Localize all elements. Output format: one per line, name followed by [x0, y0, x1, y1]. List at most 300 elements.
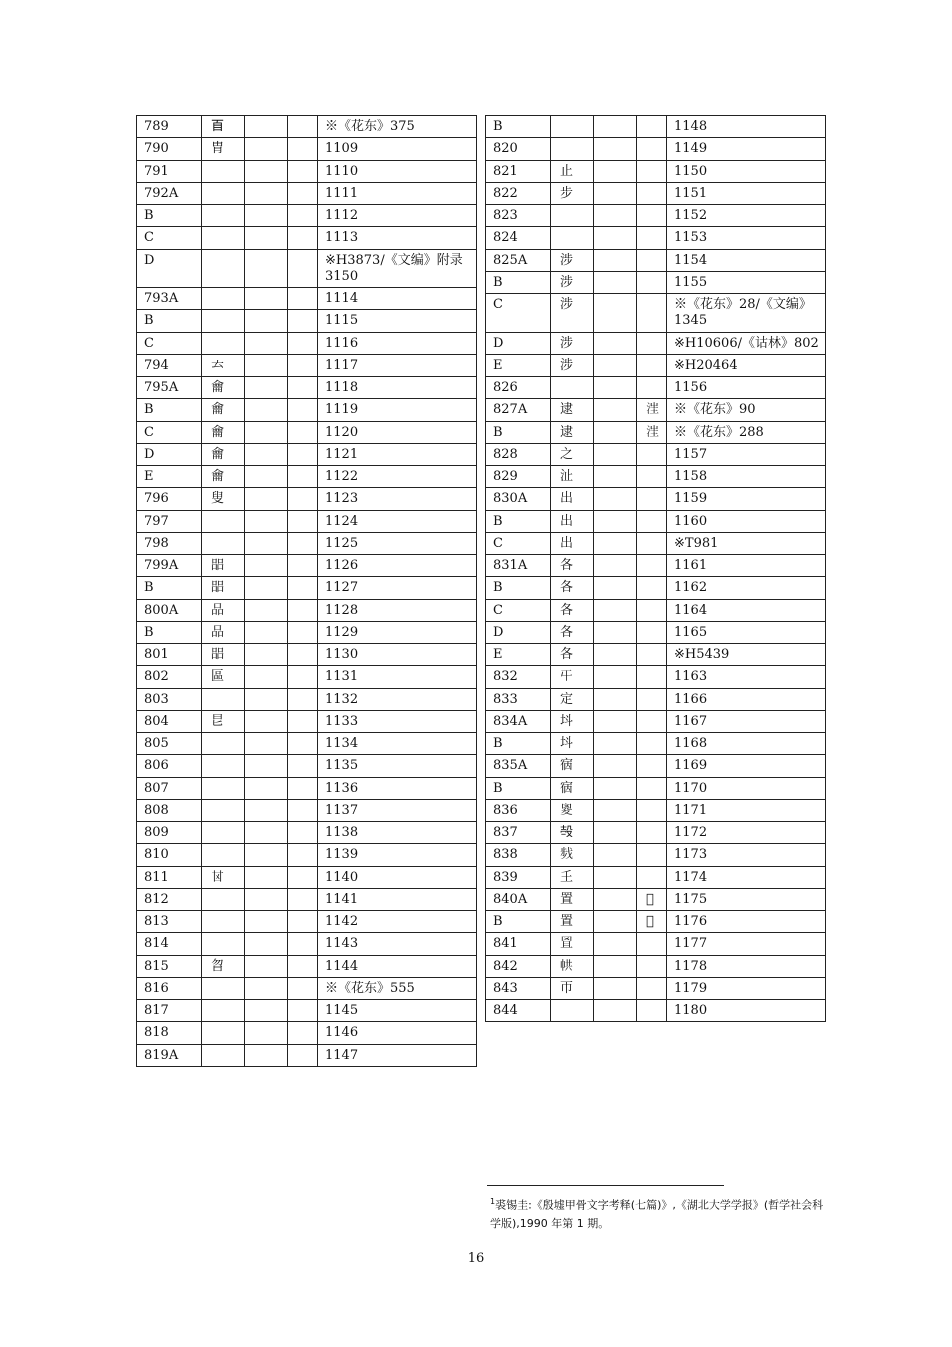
table-row — [486, 116, 826, 138]
variant-character-cell — [637, 599, 667, 621]
reference-number-cell: 1147 — [318, 1044, 477, 1066]
table-row — [486, 399, 826, 421]
transcribed-character-cell — [202, 532, 245, 554]
entry-number-cell: 838 — [486, 844, 551, 866]
table-row — [137, 116, 477, 138]
transcribed-character-cell — [202, 249, 245, 288]
table-row — [486, 182, 826, 204]
transcribed-character-cell — [202, 822, 245, 844]
variant-character-cell — [288, 799, 318, 821]
oracle-glyph-cell — [245, 421, 288, 443]
entry-number-cell: 827A — [486, 399, 551, 421]
variant-character-cell — [288, 421, 318, 443]
reference-number-cell: 1153 — [667, 227, 826, 249]
transcribed-character-cell: 各 — [551, 644, 594, 666]
table-row — [137, 399, 477, 421]
reference-number-cell: 1141 — [318, 888, 477, 910]
oracle-glyph-cell — [594, 799, 637, 821]
variant-character-cell — [637, 955, 667, 977]
oracle-glyph-cell — [594, 116, 637, 138]
table-row — [486, 888, 826, 910]
reference-number-cell: 1124 — [318, 510, 477, 532]
reference-number-cell: 1157 — [667, 443, 826, 465]
reference-number-cell: 1111 — [318, 182, 477, 204]
transcribed-character-cell: 涉 — [551, 332, 594, 354]
transcribed-character-cell: 𡈼 — [551, 866, 594, 888]
reference-number-cell: 1169 — [667, 755, 826, 777]
reference-number-cell: 1159 — [667, 488, 826, 510]
oracle-glyph-cell — [594, 555, 637, 577]
transcribed-character-cell: 㗊 — [202, 644, 245, 666]
table-row — [486, 599, 826, 621]
transcribed-character-cell: 㫚 — [202, 955, 245, 977]
entry-number-cell: C — [486, 532, 551, 554]
entry-number-cell: 837 — [486, 822, 551, 844]
oracle-glyph-cell — [594, 138, 637, 160]
transcribed-character-cell: 品 — [202, 599, 245, 621]
variant-character-cell — [288, 599, 318, 621]
transcribed-character-cell: 置 — [551, 911, 594, 933]
transcribed-character-cell — [202, 310, 245, 332]
oracle-glyph-cell — [594, 399, 637, 421]
variant-character-cell — [288, 888, 318, 910]
table-row — [137, 599, 477, 621]
variant-character-cell — [637, 621, 667, 643]
transcribed-character-cell: 帀 — [551, 977, 594, 999]
transcribed-character-cell: 之 — [551, 443, 594, 465]
reference-number-cell: 1140 — [318, 866, 477, 888]
transcribed-character-cell: 龠 — [202, 466, 245, 488]
entry-number-cell: 828 — [486, 443, 551, 465]
reference-number-cell: ※T981 — [667, 532, 826, 554]
transcribed-character-cell: 各 — [551, 577, 594, 599]
entry-number-cell: 834A — [486, 710, 551, 732]
entry-number-cell: B — [486, 733, 551, 755]
reference-number-cell: 1177 — [667, 933, 826, 955]
transcribed-character-cell: 𢂔 — [551, 955, 594, 977]
entry-number-cell: B — [486, 116, 551, 138]
entry-number-cell: B — [137, 310, 202, 332]
oracle-glyph-cell — [594, 227, 637, 249]
variant-character-cell — [637, 666, 667, 688]
reference-number-cell: 1131 — [318, 666, 477, 688]
transcribed-character-cell — [202, 933, 245, 955]
variant-character-cell — [288, 933, 318, 955]
table-row — [137, 182, 477, 204]
variant-character-cell — [288, 844, 318, 866]
oracle-glyph-cell — [594, 443, 637, 465]
table-row — [137, 510, 477, 532]
variant-character-cell — [288, 249, 318, 288]
oracle-glyph-cell — [245, 777, 288, 799]
table-row — [137, 532, 477, 554]
reference-number-cell: ※《花东》28/《文编》1345 — [667, 294, 826, 333]
entry-number-cell: 795A — [137, 377, 202, 399]
reference-number-cell: 1139 — [318, 844, 477, 866]
table-row — [486, 977, 826, 999]
entry-number-cell: D — [486, 332, 551, 354]
entry-number-cell: D — [137, 249, 202, 288]
entry-number-cell: 812 — [137, 888, 202, 910]
transcribed-character-cell — [202, 160, 245, 182]
transcribed-character-cell — [202, 227, 245, 249]
reference-number-cell: 1168 — [667, 733, 826, 755]
transcribed-character-cell: 㗊 — [202, 555, 245, 577]
reference-number-cell: 1162 — [667, 577, 826, 599]
entry-number-cell: D — [486, 621, 551, 643]
reference-number-cell: 1119 — [318, 399, 477, 421]
reference-number-cell: 1173 — [667, 844, 826, 866]
reference-number-cell: 1129 — [318, 621, 477, 643]
table-row — [137, 933, 477, 955]
reference-number-cell: ※H5439 — [667, 644, 826, 666]
entry-number-cell: 832 — [486, 666, 551, 688]
oracle-glyph-cell — [594, 466, 637, 488]
oracle-glyph-cell — [245, 866, 288, 888]
transcribed-character-cell — [202, 799, 245, 821]
oracle-glyph-cell — [245, 1000, 288, 1022]
oracle-glyph-cell — [594, 621, 637, 643]
oracle-glyph-cell — [594, 160, 637, 182]
oracle-glyph-cell — [245, 755, 288, 777]
variant-character-cell — [637, 577, 667, 599]
variant-character-cell — [637, 354, 667, 376]
entry-number-cell: B — [137, 205, 202, 227]
table-row — [137, 621, 477, 643]
entry-number-cell: 816 — [137, 977, 202, 999]
entry-number-cell: 822 — [486, 182, 551, 204]
oracle-glyph-cell — [245, 688, 288, 710]
reference-number-cell: ※H10606/《诂林》802 — [667, 332, 826, 354]
reference-number-cell: 1116 — [318, 332, 477, 354]
table-row — [486, 271, 826, 293]
oracle-glyph-cell — [594, 911, 637, 933]
oracle-glyph-cell — [245, 532, 288, 554]
reference-number-cell: 1166 — [667, 688, 826, 710]
variant-character-cell — [288, 510, 318, 532]
variant-character-cell — [288, 205, 318, 227]
transcribed-character-cell — [202, 1022, 245, 1044]
transcribed-character-cell: 各 — [551, 621, 594, 643]
reference-number-cell: 1155 — [667, 271, 826, 293]
oracle-glyph-cell — [594, 294, 637, 333]
entry-number-cell: 799A — [137, 555, 202, 577]
reference-number-cell: 1175 — [667, 888, 826, 910]
variant-character-cell — [288, 733, 318, 755]
reference-number-cell: 1123 — [318, 488, 477, 510]
variant-character-cell — [637, 977, 667, 999]
variant-character-cell — [637, 777, 667, 799]
entry-number-cell: 821 — [486, 160, 551, 182]
reference-number-cell: 1158 — [667, 466, 826, 488]
oracle-glyph-cell — [594, 888, 637, 910]
reference-number-cell: 1150 — [667, 160, 826, 182]
entry-number-cell: 824 — [486, 227, 551, 249]
variant-character-cell — [288, 666, 318, 688]
oracle-glyph-cell — [594, 577, 637, 599]
variant-character-cell — [637, 116, 667, 138]
table-row — [137, 1022, 477, 1044]
table-row — [137, 644, 477, 666]
entry-number-cell: 842 — [486, 955, 551, 977]
transcribed-character-cell — [551, 227, 594, 249]
oracle-glyph-cell — [245, 488, 288, 510]
reference-number-cell: ※《花东》375 — [318, 116, 477, 138]
variant-character-cell — [288, 377, 318, 399]
reference-number-cell: 1113 — [318, 227, 477, 249]
table-row — [486, 955, 826, 977]
transcribed-character-cell: 沚 — [551, 466, 594, 488]
oracle-glyph-cell — [594, 510, 637, 532]
table-row — [486, 577, 826, 599]
variant-character-cell — [288, 466, 318, 488]
variant-character-cell — [288, 866, 318, 888]
transcribed-character-cell: 㝛 — [551, 777, 594, 799]
variant-character-cell — [288, 755, 318, 777]
variant-character-cell — [637, 644, 667, 666]
reference-number-cell: 1125 — [318, 532, 477, 554]
entry-number-cell: E — [137, 466, 202, 488]
transcribed-character-cell — [202, 755, 245, 777]
variant-character-cell — [637, 933, 667, 955]
reference-number-cell: 1118 — [318, 377, 477, 399]
entry-number-cell: 835A — [486, 755, 551, 777]
transcribed-character-cell — [202, 977, 245, 999]
variant-character-cell — [288, 332, 318, 354]
transcribed-character-cell — [551, 1000, 594, 1022]
reference-number-cell: 1156 — [667, 377, 826, 399]
entry-number-cell: B — [486, 271, 551, 293]
entry-number-cell: 840A — [486, 888, 551, 910]
variant-character-cell — [288, 1044, 318, 1066]
transcribed-character-cell — [202, 288, 245, 310]
reference-number-cell: ※H20464 — [667, 354, 826, 376]
oracle-glyph-cell — [594, 977, 637, 999]
variant-character-cell — [637, 377, 667, 399]
table-row — [486, 911, 826, 933]
oracle-glyph-cell — [245, 249, 288, 288]
left-character-table — [136, 115, 477, 1067]
entry-number-cell: 813 — [137, 911, 202, 933]
reference-number-cell: 1117 — [318, 354, 477, 376]
table-row — [486, 160, 826, 182]
variant-character-cell — [288, 822, 318, 844]
table-row — [486, 205, 826, 227]
variant-character-cell — [637, 205, 667, 227]
table-row — [137, 466, 477, 488]
entry-number-cell: 823 — [486, 205, 551, 227]
table-row — [137, 443, 477, 465]
variant-character-cell — [288, 577, 318, 599]
reference-number-cell: 1160 — [667, 510, 826, 532]
entry-number-cell: 794 — [137, 354, 202, 376]
table-row — [486, 621, 826, 643]
reference-number-cell: 1134 — [318, 733, 477, 755]
variant-character-cell — [637, 227, 667, 249]
reference-number-cell: 1154 — [667, 249, 826, 271]
variant-character-cell — [288, 1000, 318, 1022]
table-row — [137, 421, 477, 443]
variant-character-cell — [288, 710, 318, 732]
reference-number-cell: 1109 — [318, 138, 477, 160]
reference-number-cell: 1144 — [318, 955, 477, 977]
transcribed-character-cell: 龠 — [202, 377, 245, 399]
entry-number-cell: 839 — [486, 866, 551, 888]
oracle-glyph-cell — [245, 288, 288, 310]
transcribed-character-cell — [202, 1044, 245, 1066]
transcribed-character-cell: 區 — [202, 666, 245, 688]
oracle-glyph-cell — [245, 116, 288, 138]
transcribed-character-cell — [202, 1000, 245, 1022]
variant-character-cell — [637, 733, 667, 755]
oracle-glyph-cell — [245, 310, 288, 332]
table-row — [137, 160, 477, 182]
entry-number-cell: 793A — [137, 288, 202, 310]
table-row — [137, 377, 477, 399]
right-character-table — [485, 115, 826, 1022]
transcribed-character-cell — [202, 688, 245, 710]
table-row — [137, 755, 477, 777]
transcribed-character-cell: 㘰 — [551, 733, 594, 755]
oracle-glyph-cell — [594, 666, 637, 688]
oracle-glyph-cell — [594, 688, 637, 710]
entry-number-cell: C — [137, 421, 202, 443]
table-row — [486, 354, 826, 376]
table-row — [486, 138, 826, 160]
variant-character-cell — [637, 822, 667, 844]
entry-number-cell: 802 — [137, 666, 202, 688]
entry-number-cell: 801 — [137, 644, 202, 666]
table-row — [137, 288, 477, 310]
reference-number-cell: 1174 — [667, 866, 826, 888]
footnote-divider — [487, 1185, 724, 1186]
variant-character-cell: 𣳫 — [637, 399, 667, 421]
reference-number-cell: 1170 — [667, 777, 826, 799]
transcribed-character-cell: 𣪊 — [551, 822, 594, 844]
reference-number-cell: 1121 — [318, 443, 477, 465]
entry-number-cell: 808 — [137, 799, 202, 821]
transcribed-character-cell — [551, 377, 594, 399]
table-row — [486, 532, 826, 554]
variant-character-cell — [288, 644, 318, 666]
transcribed-character-cell — [202, 888, 245, 910]
transcribed-character-cell — [202, 182, 245, 204]
entry-number-cell: B — [486, 421, 551, 443]
table-row — [137, 227, 477, 249]
reference-number-cell: 1148 — [667, 116, 826, 138]
transcribed-character-cell: 龠 — [202, 443, 245, 465]
oracle-glyph-cell — [594, 205, 637, 227]
variant-character-cell — [637, 866, 667, 888]
transcribed-character-cell: 涉 — [551, 271, 594, 293]
variant-character-cell — [288, 1022, 318, 1044]
variant-character-cell — [288, 777, 318, 799]
entry-number-cell: B — [486, 911, 551, 933]
entry-number-cell: 836 — [486, 799, 551, 821]
variant-character-cell — [288, 116, 318, 138]
entry-number-cell: B — [486, 777, 551, 799]
oracle-glyph-cell — [594, 822, 637, 844]
variant-character-cell: 𦋔 — [637, 911, 667, 933]
table-row — [486, 755, 826, 777]
table-row — [486, 666, 826, 688]
oracle-glyph-cell — [245, 733, 288, 755]
entry-number-cell: C — [137, 332, 202, 354]
table-row — [137, 777, 477, 799]
reference-number-cell: 1136 — [318, 777, 477, 799]
oracle-glyph-cell — [594, 866, 637, 888]
oracle-glyph-cell — [594, 844, 637, 866]
table-row — [486, 443, 826, 465]
transcribed-character-cell — [202, 911, 245, 933]
table-row — [486, 866, 826, 888]
variant-character-cell — [637, 138, 667, 160]
table-row — [486, 421, 826, 443]
oracle-glyph-cell — [594, 354, 637, 376]
oracle-glyph-cell — [245, 710, 288, 732]
oracle-glyph-cell — [594, 733, 637, 755]
entry-number-cell: 831A — [486, 555, 551, 577]
transcribed-character-cell — [551, 116, 594, 138]
reference-number-cell: ※《花东》90 — [667, 399, 826, 421]
oracle-glyph-cell — [245, 977, 288, 999]
table-row — [137, 205, 477, 227]
variant-character-cell — [288, 227, 318, 249]
oracle-glyph-cell — [245, 377, 288, 399]
reference-number-cell: 1151 — [667, 182, 826, 204]
variant-character-cell — [637, 160, 667, 182]
oracle-glyph-cell — [245, 160, 288, 182]
transcribed-character-cell: 㝛 — [551, 755, 594, 777]
reference-number-cell: 1143 — [318, 933, 477, 955]
oracle-glyph-cell — [245, 822, 288, 844]
oracle-glyph-cell — [594, 271, 637, 293]
reference-number-cell: 1137 — [318, 799, 477, 821]
entry-number-cell: 807 — [137, 777, 202, 799]
variant-character-cell — [288, 182, 318, 204]
reference-number-cell: 1120 — [318, 421, 477, 443]
table-row — [137, 666, 477, 688]
oracle-glyph-cell — [594, 532, 637, 554]
oracle-glyph-cell — [594, 755, 637, 777]
variant-character-cell — [288, 977, 318, 999]
entry-number-cell: C — [486, 294, 551, 333]
transcribed-character-cell: 𡕒 — [551, 666, 594, 688]
oracle-glyph-cell — [245, 443, 288, 465]
entry-number-cell: 820 — [486, 138, 551, 160]
table-row — [137, 866, 477, 888]
variant-character-cell — [288, 399, 318, 421]
variant-character-cell — [288, 310, 318, 332]
entry-number-cell: 796 — [137, 488, 202, 510]
entry-number-cell: 805 — [137, 733, 202, 755]
table-row — [486, 466, 826, 488]
oracle-glyph-cell — [245, 182, 288, 204]
table-row — [137, 688, 477, 710]
oracle-glyph-cell — [594, 955, 637, 977]
reference-number-cell: 1145 — [318, 1000, 477, 1022]
reference-number-cell: 1180 — [667, 1000, 826, 1022]
entry-number-cell: 826 — [486, 377, 551, 399]
oracle-glyph-cell — [594, 377, 637, 399]
entry-number-cell: E — [486, 354, 551, 376]
entry-number-cell: E — [486, 644, 551, 666]
oracle-glyph-cell — [245, 888, 288, 910]
entry-number-cell: 798 — [137, 532, 202, 554]
table-row — [137, 1000, 477, 1022]
table-row — [137, 354, 477, 376]
entry-number-cell: B — [486, 577, 551, 599]
